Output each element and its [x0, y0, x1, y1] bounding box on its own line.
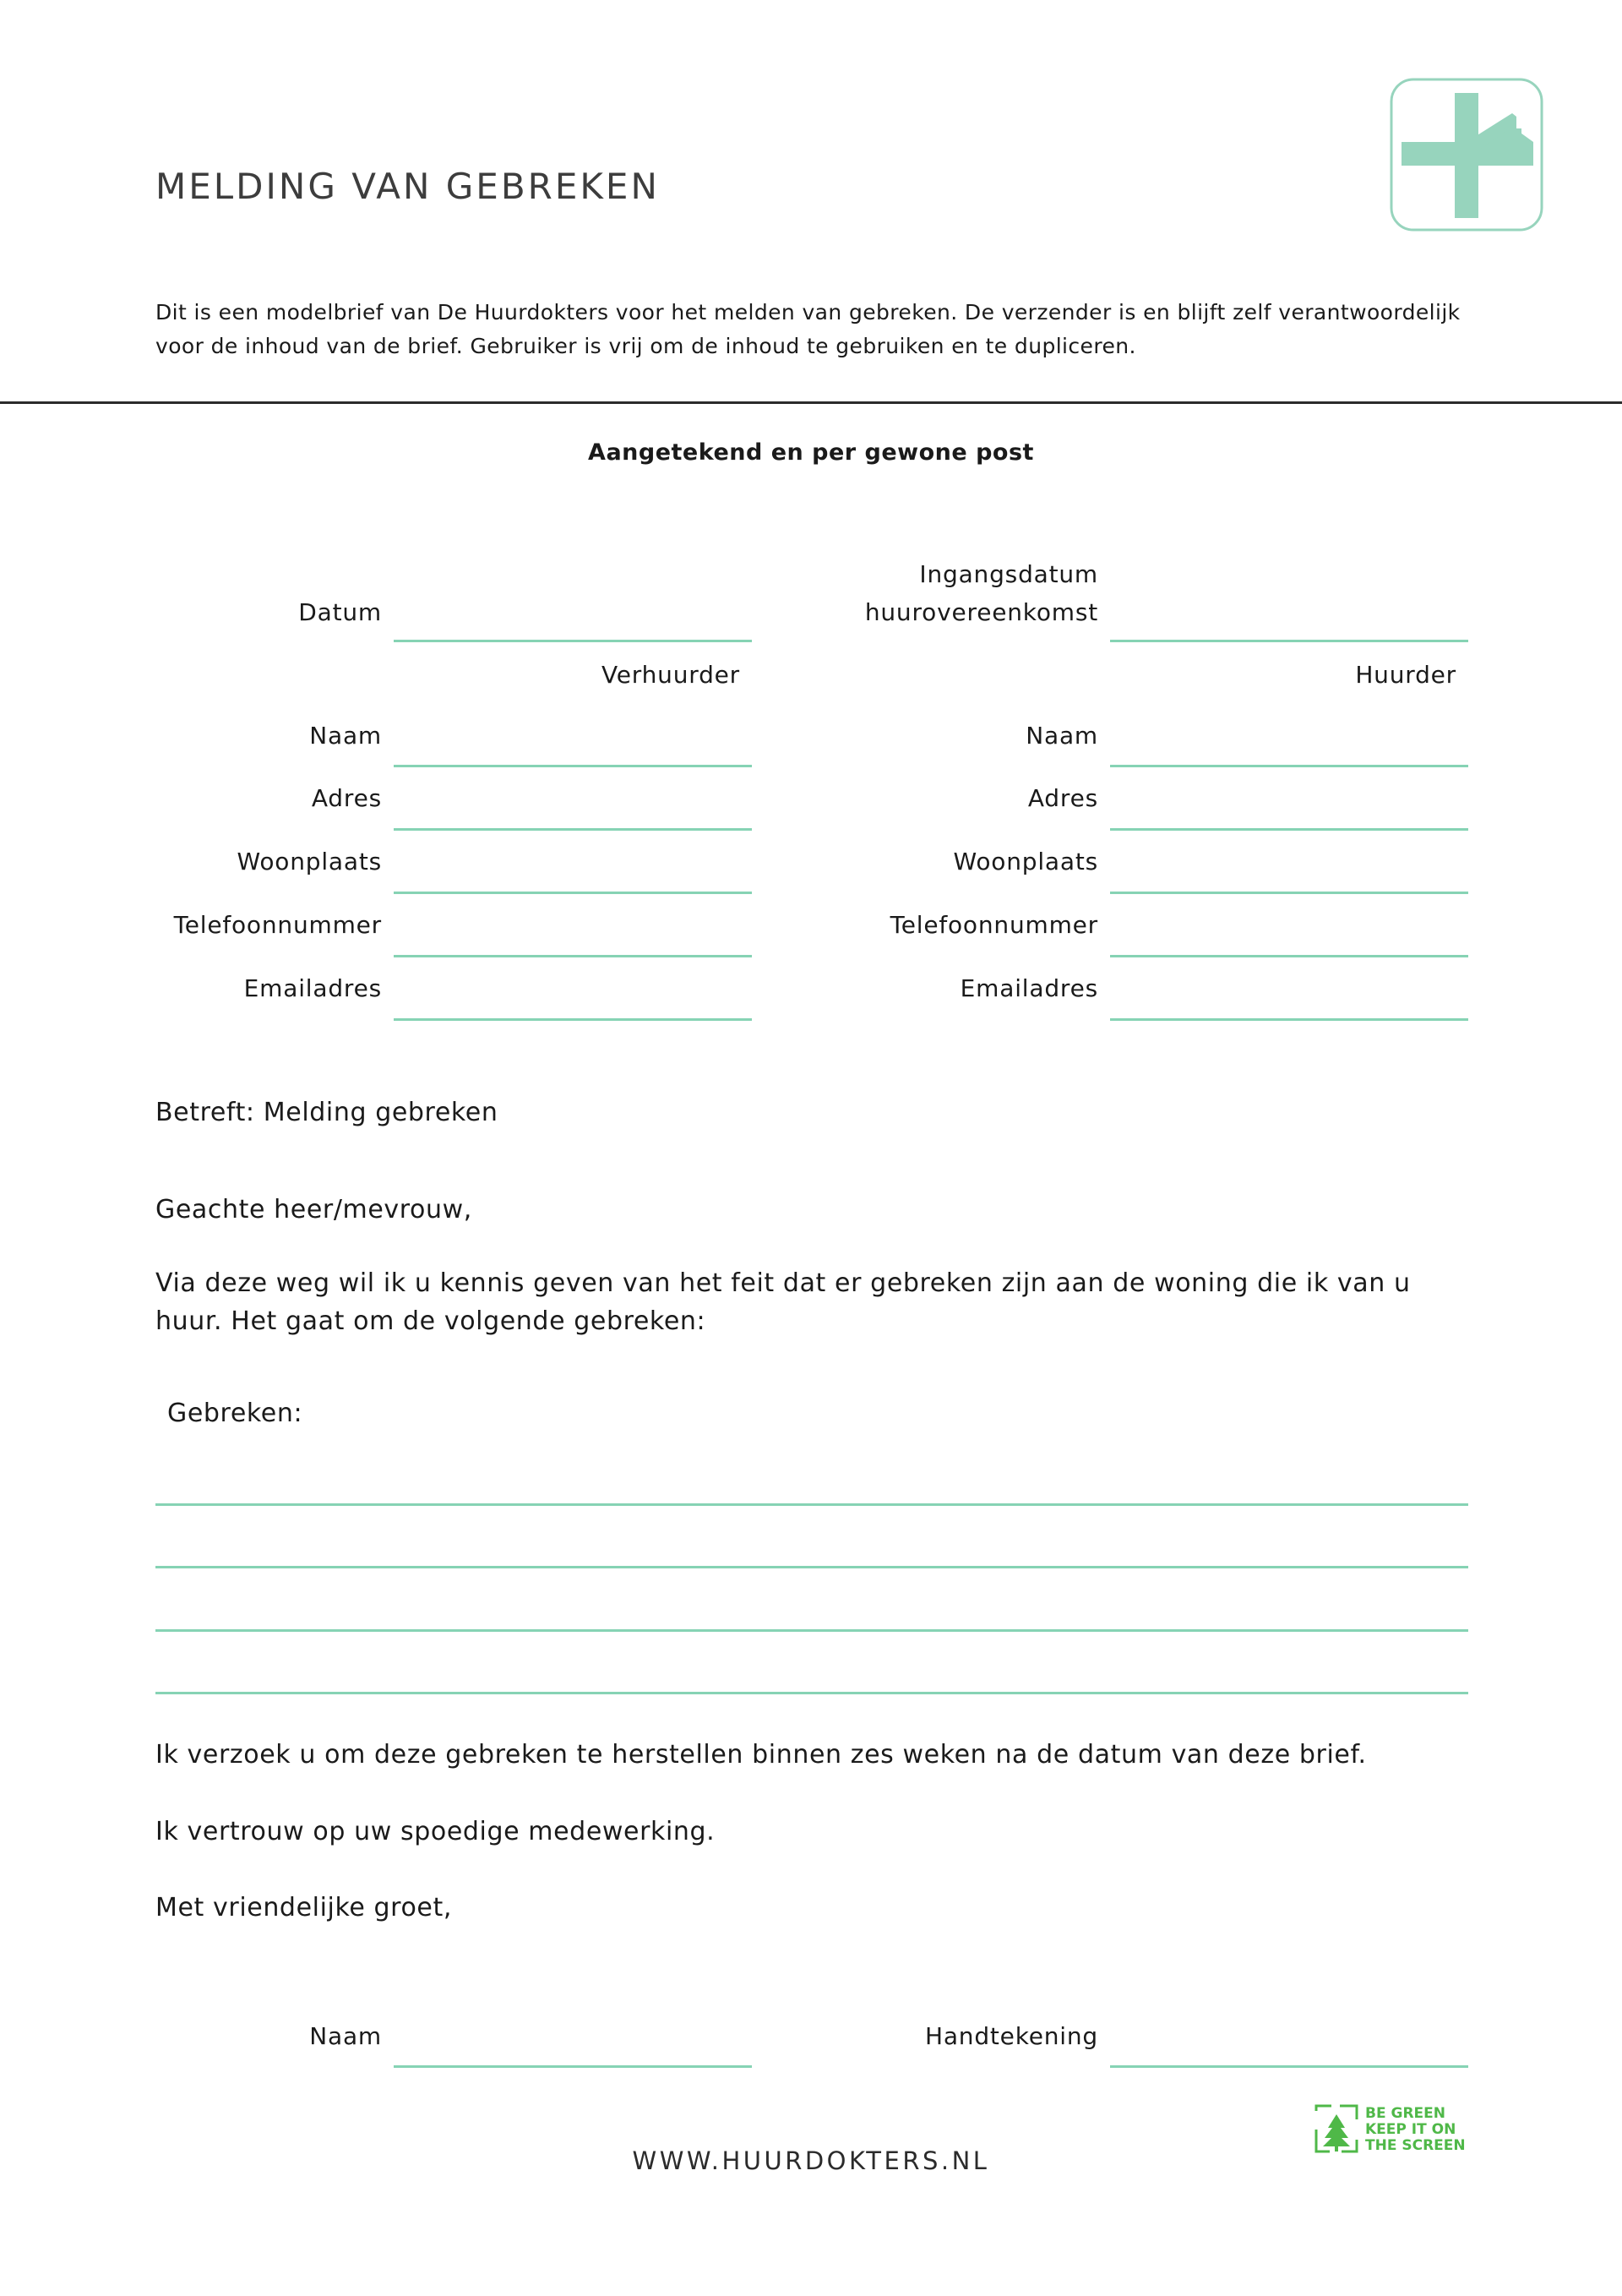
defects-label: Gebreken: [167, 1399, 303, 1428]
defect-line-3[interactable] [155, 1629, 1468, 1632]
landlord-city-field[interactable] [394, 892, 752, 894]
tenant-address-field[interactable] [1110, 828, 1468, 831]
landlord-heading: Verhuurder [601, 661, 740, 689]
badge-line-3: THE SCREEN [1365, 2137, 1466, 2154]
badge-line-1: BE GREEN [1365, 2105, 1445, 2122]
letter-intro-paragraph: Via deze weg wil ik u kennis geven van het feit dat er gebreken zijn aan de woning die ik van u huur. Het gaat om de volgende gebreken: [155, 1268, 1411, 1336]
header-divider [0, 401, 1622, 404]
defect-line-2[interactable] [155, 1566, 1468, 1568]
landlord-email-label: Emailadres [243, 974, 382, 1002]
footer-url[interactable]: WWW.HUURDOKTERS.NL [632, 2146, 990, 2175]
landlord-phone-label: Telefoonnummer [173, 911, 382, 939]
tenant-city-field[interactable] [1110, 892, 1468, 894]
signature-name-field[interactable] [394, 2065, 752, 2068]
signature-label: Handtekening [924, 2022, 1098, 2050]
letter-salutation: Geachte heer/mevrouw, [155, 1195, 472, 1224]
tenant-email-field[interactable] [1110, 1018, 1468, 1021]
tenant-name-field[interactable] [1110, 765, 1468, 767]
badge-line-2: KEEP IT ON [1365, 2121, 1456, 2138]
date-label: Datum [298, 598, 382, 626]
landlord-phone-field[interactable] [394, 955, 752, 957]
tenant-address-label: Adres [1027, 784, 1098, 812]
landlord-name-label: Naam [309, 722, 382, 750]
landlord-email-field[interactable] [394, 1018, 752, 1021]
tenant-name-label: Naam [1026, 722, 1098, 750]
landlord-name-field[interactable] [394, 765, 752, 767]
start-date-label-line1: Ingangsdatum [919, 560, 1098, 588]
tenant-email-label: Emailadres [960, 974, 1098, 1002]
page-title: MELDING VAN GEBREKEN [155, 166, 660, 207]
closing-greeting: Met vriendelijke groet, [155, 1893, 452, 1922]
intro-disclaimer: Dit is een modelbrief van De Huurdokters voor het melden van gebreken. De verzender is en blijft zelf verantwoordelijk voor de inhoud van de brief. Gebruiker is vrij om de inhoud te gebruiken en te dupliceren. [155, 300, 1461, 358]
tenant-phone-field[interactable] [1110, 955, 1468, 957]
tenant-city-label: Woonplaats [953, 848, 1098, 875]
repair-request: Ik verzoek u om deze gebreken te herstellen binnen zes weken na de datum van deze brief. [155, 1740, 1367, 1770]
trust-sentence: Ik vertrouw op uw spoedige medewerking. [155, 1817, 716, 1846]
tenant-heading: Huurder [1355, 661, 1456, 689]
signature-field[interactable] [1110, 2065, 1468, 2068]
start-date-field[interactable] [1110, 640, 1468, 642]
defect-line-1[interactable] [155, 1503, 1468, 1506]
start-date-label-line2: huurovereenkomst [864, 598, 1098, 626]
landlord-address-label: Adres [311, 784, 382, 812]
landlord-address-field[interactable] [394, 828, 752, 831]
house-cross-icon [1390, 78, 1543, 232]
date-field[interactable] [394, 640, 752, 642]
signature-name-label: Naam [309, 2022, 382, 2050]
landlord-city-label: Woonplaats [237, 848, 382, 875]
defect-line-4[interactable] [155, 1692, 1468, 1694]
tenant-phone-label: Telefoonnummer [890, 911, 1098, 939]
post-type-label: Aangetekend en per gewone post [588, 439, 1034, 466]
letter-subject: Betreft: Melding gebreken [155, 1098, 498, 1127]
